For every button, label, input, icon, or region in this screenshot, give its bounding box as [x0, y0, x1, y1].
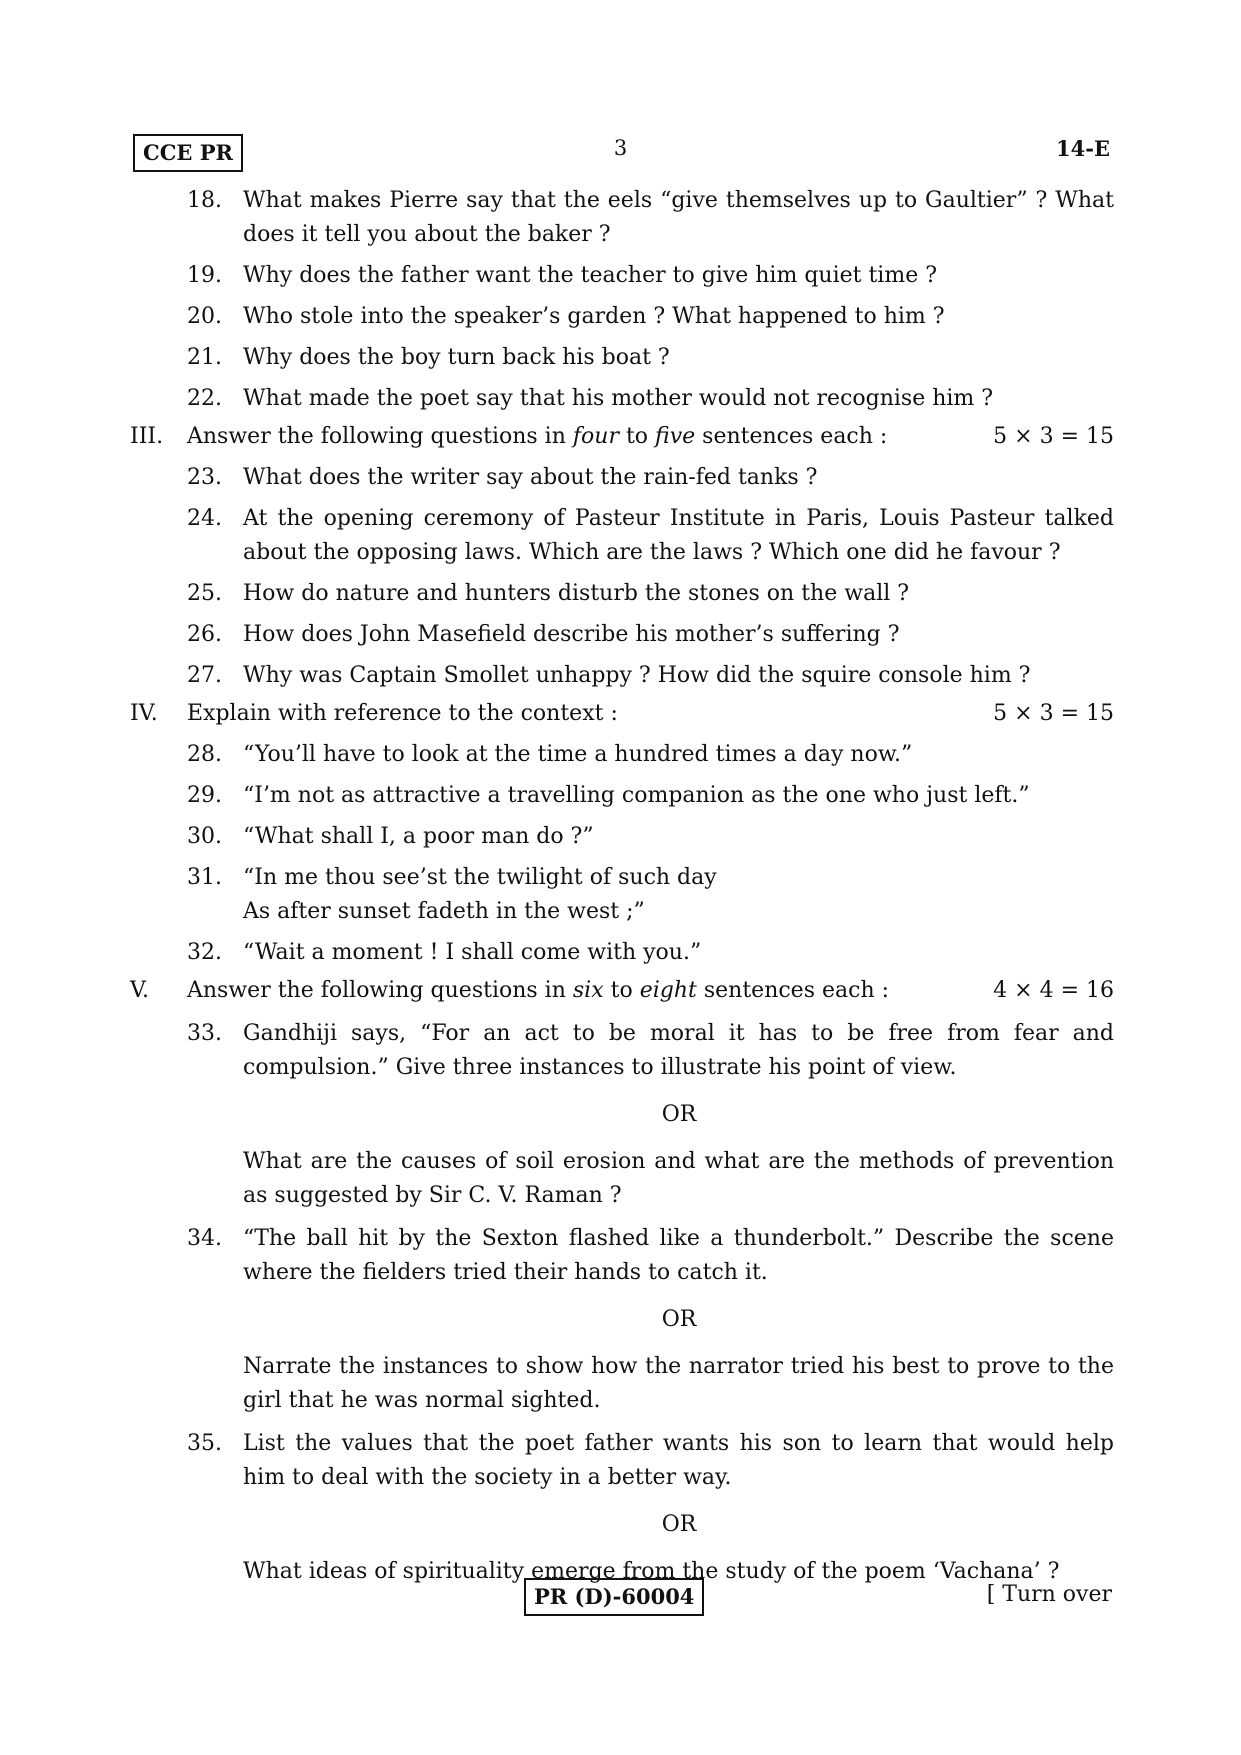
- question-34: [0, 1222, 1241, 1290]
- section-4-heading: [0, 697, 1241, 731]
- question-number: 19.: [187, 263, 222, 288]
- question-number: 24.: [187, 506, 222, 531]
- question-30: [0, 820, 1241, 854]
- or-divider: OR: [661, 1512, 697, 1537]
- section-number: IV.: [130, 701, 158, 726]
- question-text: “What shall I, a poor man do ?”: [243, 824, 594, 849]
- question-text: How do nature and hunters disturb the stones on the wall ?: [243, 581, 910, 606]
- question-text: Why was Captain Smollet unhappy ? How did the squire console him ?: [243, 663, 1031, 688]
- instruction-text: Answer the following questions in: [187, 424, 573, 449]
- question-text: “I’m not as attractive a travelling companion as the one who just left.”: [243, 783, 1030, 808]
- turn-over-note: [ Turn over: [986, 1582, 1112, 1607]
- question-27: [0, 659, 1241, 693]
- question-number: 28.: [187, 742, 222, 767]
- question-number: 18.: [187, 188, 222, 213]
- page-footer: [0, 1578, 1241, 1618]
- section-number: V.: [130, 978, 150, 1003]
- question-text: What made the poet say that his mother would not recognise him ?: [243, 386, 994, 411]
- poem-line-1: “In me thou see’st the twilight of such day: [243, 865, 717, 890]
- section-5-heading: [0, 974, 1241, 1008]
- question-number: 25.: [187, 581, 222, 606]
- question-number: 33.: [187, 1021, 222, 1046]
- question-31: [0, 861, 1241, 929]
- section-marks: 5 × 3 = 15: [993, 701, 1114, 726]
- question-text: Gandhiji says, “For an act to be moral it has to be free from fear and compulsion.” Give three instances to illustrate his point of view.: [243, 1021, 1114, 1080]
- question-number: 20.: [187, 304, 222, 329]
- question-text: “You’ll have to look at the time a hundred times a day now.”: [243, 742, 913, 767]
- or-divider: OR: [661, 1307, 697, 1332]
- question-text: How does John Masefield describe his mother’s suffering ?: [243, 622, 900, 647]
- section-instruction: [187, 974, 967, 1008]
- question-number: 23.: [187, 465, 222, 490]
- question-number: 30.: [187, 824, 222, 849]
- alternative-question: Narrate the instances to show how the narrator tried his best to prove to the girl that he was normal sighted.: [243, 1354, 1114, 1413]
- question-33: [0, 1017, 1241, 1085]
- exam-code-box: CCE PR: [133, 134, 243, 172]
- question-25: [0, 577, 1241, 611]
- question-22: [0, 382, 1241, 416]
- question-text: At the opening ceremony of Pasteur Institute in Paris, Louis Pasteur talked about the opposing laws. Which are the laws ? Which one did he favour ?: [243, 506, 1114, 565]
- question-number: 26.: [187, 622, 222, 647]
- section-number: III.: [130, 424, 164, 449]
- question-number: 29.: [187, 783, 222, 808]
- question-number: 35.: [187, 1431, 222, 1456]
- alternative-question: What ideas of spirituality emerge from the study of the poem ‘Vachana’ ?: [243, 1559, 1060, 1584]
- question-number: 31.: [187, 865, 222, 890]
- question-29: [0, 779, 1241, 813]
- paper-serial-box: PR (D)-60004: [524, 1578, 704, 1616]
- or-divider: OR: [661, 1102, 697, 1127]
- question-text: What makes Pierre say that the eels “give themselves up to Gaultier” ? What does it tell you about the baker ?: [243, 188, 1114, 247]
- question-21: [0, 341, 1241, 375]
- section-instruction: Explain with reference to the context :: [187, 701, 618, 726]
- question-number: 27.: [187, 663, 222, 688]
- section-3-heading: [0, 420, 1241, 454]
- question-text: What does the writer say about the rain-fed tanks ?: [243, 465, 818, 490]
- question-text: “Wait a moment ! I shall come with you.”: [243, 940, 702, 965]
- instruction-text: sentences each :: [695, 424, 888, 449]
- page-number: 3: [613, 136, 628, 160]
- question-28: [0, 738, 1241, 772]
- page-header: [0, 134, 1241, 174]
- alternative-question: What are the causes of soil erosion and what are the methods of prevention as suggested by Sir C. V. Raman ?: [243, 1149, 1114, 1208]
- poem-line-2: As after sunset fadeth in the west ;”: [243, 899, 645, 924]
- question-content: [0, 184, 1241, 1589]
- question-number: 22.: [187, 386, 222, 411]
- instruction-emphasis: eight: [639, 978, 697, 1003]
- instruction-text: to: [618, 424, 656, 449]
- question-text: List the values that the poet father wants his son to learn that would help him to deal with the society in a better way.: [243, 1431, 1114, 1490]
- question-35: [0, 1427, 1241, 1495]
- instruction-emphasis: four: [572, 424, 619, 449]
- section-marks: 5 × 3 = 15: [993, 424, 1114, 449]
- question-number: 21.: [187, 345, 222, 370]
- instruction-text: sentences each :: [696, 978, 890, 1003]
- question-text: Why does the boy turn back his boat ?: [243, 345, 670, 370]
- question-32: [0, 936, 1241, 970]
- question-text: Why does the father want the teacher to give him quiet time ?: [243, 263, 938, 288]
- question-24: [0, 502, 1241, 570]
- question-26: [0, 618, 1241, 652]
- question-text: “The ball hit by the Sexton flashed like a thunderbolt.” Describe the scene where the fielders tried their hands to catch it.: [243, 1226, 1114, 1285]
- question-23: [0, 461, 1241, 495]
- question-18: [0, 184, 1241, 252]
- section-marks: 4 × 4 = 16: [993, 978, 1114, 1003]
- instruction-emphasis: five: [655, 424, 696, 449]
- question-19: [0, 259, 1241, 293]
- section-instruction: [187, 420, 967, 454]
- question-text: Who stole into the speaker’s garden ? What happened to him ?: [243, 304, 945, 329]
- question-20: [0, 300, 1241, 334]
- instruction-text: Answer the following questions in: [187, 978, 573, 1003]
- paper-code: 14-E: [1056, 136, 1110, 161]
- instruction-emphasis: six: [572, 978, 604, 1003]
- instruction-text: to: [603, 978, 640, 1003]
- question-number: 34.: [187, 1226, 222, 1251]
- question-number: 32.: [187, 940, 222, 965]
